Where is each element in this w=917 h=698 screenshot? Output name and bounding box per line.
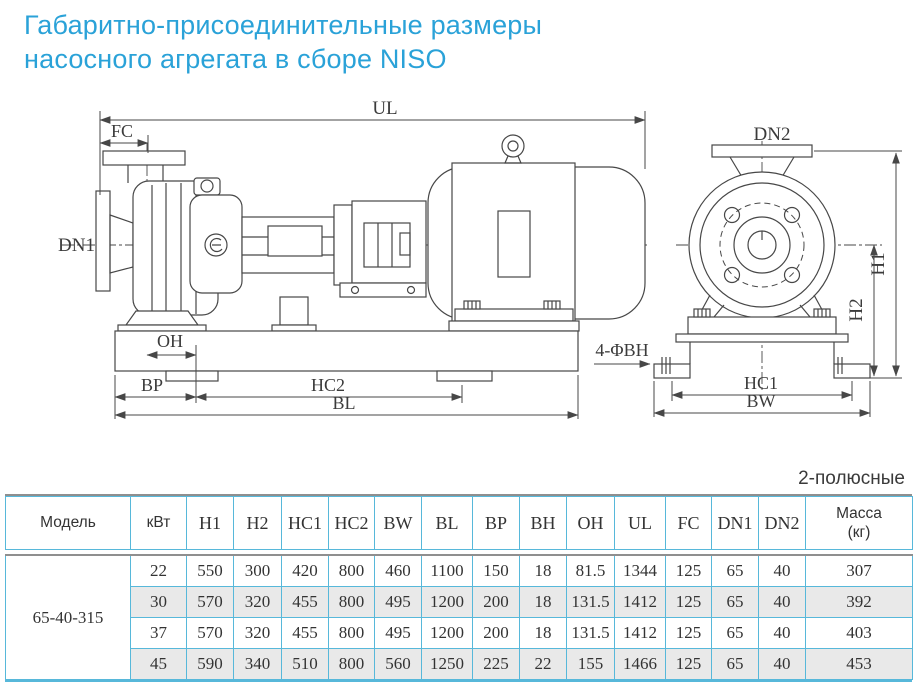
mass-header-line2: (кг) [847,524,871,541]
header-row [6,497,913,550]
page-title [24,8,917,76]
cell: 800 [329,555,375,587]
dim-label-h2: H2 [846,298,867,322]
dim-label-oh: OH [157,331,183,351]
cell: 1466 [615,649,666,680]
col-header-kw: кВт [131,497,187,550]
discharge-pipe [128,165,163,183]
cell: 403 [806,618,913,649]
cell: 1412 [615,618,666,649]
col-header-dn1: DN1 [712,497,759,550]
cell: 1412 [615,587,666,618]
dimensions-table [5,496,913,680]
side-view [58,98,650,419]
base-right-flange [834,364,870,378]
cell: 307 [806,555,913,587]
cell: 800 [329,649,375,680]
mass-header-line1: Масса [836,505,882,522]
dim-label-bw: BW [746,391,776,411]
col-header-hc2: HC2 [329,497,375,550]
base-left-flange [654,364,690,378]
casing-outer [689,172,835,318]
dim-label-dn1: DN1 [58,235,95,256]
dim-label-hc1: HC1 [743,373,779,393]
cell: 125 [666,618,712,649]
dim-label-h1: H1 [868,252,889,276]
dim-label-bl: BL [332,393,356,413]
suction-hub [110,215,133,273]
baseplate [115,331,578,371]
cell: 453 [806,649,913,680]
col-header-hc1: HC1 [282,497,329,550]
cell: 1200 [422,618,473,649]
dim-label-bp: BP [140,375,164,395]
guard-base-plate [340,283,426,297]
catalog-page [0,8,917,698]
dim-label-holes: 4-ΦBH [595,340,649,360]
pump-assembly-drawing [0,88,917,466]
cell: 495 [375,618,422,649]
nameplate [268,226,322,256]
cell: 22 [520,649,567,680]
col-header-bw: BW [375,497,422,550]
cell: 81.5 [567,555,615,587]
bearing-housing [190,195,242,293]
cell: 65 [712,555,759,587]
table-row [6,649,913,680]
dim-label-hc2: HC2 [310,375,346,395]
coupling-guard [352,201,426,283]
col-header-dn2: DN2 [759,497,806,550]
col-header-oh: OH [567,497,615,550]
motor-feet [455,309,573,321]
cell: 560 [375,649,422,680]
dim-label-fc: FC [110,121,134,141]
baseplate-pad [437,371,492,381]
cell: 37 [131,618,187,649]
table-row [6,587,913,618]
cell: 18 [520,555,567,587]
page-title-line2: насосного агрегата в сборе NISO [24,44,447,74]
pedestal-pad [272,325,316,331]
cell: 18 [520,587,567,618]
cell: 510 [282,649,329,680]
cell: 65 [712,587,759,618]
cell: 590 [187,649,234,680]
cell: 131.5 [567,618,615,649]
cell: 800 [329,618,375,649]
col-header-h2: H2 [234,497,282,550]
cell: 455 [282,618,329,649]
support-pedestal [280,297,308,325]
cell: 1100 [422,555,473,587]
cell: 570 [187,587,234,618]
cell: 150 [473,555,520,587]
cell: 131.5 [567,587,615,618]
cell: 495 [375,587,422,618]
motor-feet-plate [449,321,579,331]
cell: 460 [375,555,422,587]
cell: 420 [282,555,329,587]
cell: 40 [759,555,806,587]
dimensions-table-wrapper [5,494,912,682]
motor-nameplate [498,211,530,277]
pump-foot [126,311,198,325]
cell: 40 [759,618,806,649]
cell: 22 [131,555,187,587]
discharge-flange-front [712,145,812,157]
table-row [6,555,913,587]
dim-label-ul: UL [372,98,398,119]
mounting-flange [334,205,352,285]
cell: 40 [759,587,806,618]
cell: 1200 [422,587,473,618]
cell: 155 [567,649,615,680]
col-header-bh: BH [520,497,567,550]
cell: 340 [234,649,282,680]
model-cell: 65-40-315 [6,555,131,680]
table-row [6,618,913,649]
cell: 392 [806,587,913,618]
lifting-eye [502,135,524,157]
pedestal-front [688,317,836,334]
cell: 225 [473,649,520,680]
col-header-mass [806,497,913,550]
cell: 200 [473,587,520,618]
cell: 570 [187,618,234,649]
cell: 320 [234,618,282,649]
cell: 125 [666,587,712,618]
col-header-ul: UL [615,497,666,550]
cell: 65 [712,649,759,680]
discharge-flange [103,151,185,165]
cell: 18 [520,618,567,649]
col-header-h1: H1 [187,497,234,550]
pole-count-label: 2-полюсные [798,468,905,489]
col-header-fc: FC [666,497,712,550]
cell: 455 [282,587,329,618]
cell: 125 [666,555,712,587]
cell: 45 [131,649,187,680]
dim-label-dn2: DN2 [753,124,791,145]
col-header-bp: BP [473,497,520,550]
cell: 1344 [615,555,666,587]
cell: 300 [234,555,282,587]
suction-flange [96,191,110,291]
cell: 30 [131,587,187,618]
cell: 125 [666,649,712,680]
cell: 65 [712,618,759,649]
cell: 800 [329,587,375,618]
baseplate-pad [166,371,218,381]
cell: 550 [187,555,234,587]
cell: 40 [759,649,806,680]
cell: 320 [234,587,282,618]
col-header-bl: BL [422,497,473,550]
cell: 1250 [422,649,473,680]
cell: 200 [473,618,520,649]
base-top-plate [676,334,848,342]
col-header-model: Модель [6,497,131,550]
page-title-line1: Габаритно-присоединительные размеры [24,10,543,40]
